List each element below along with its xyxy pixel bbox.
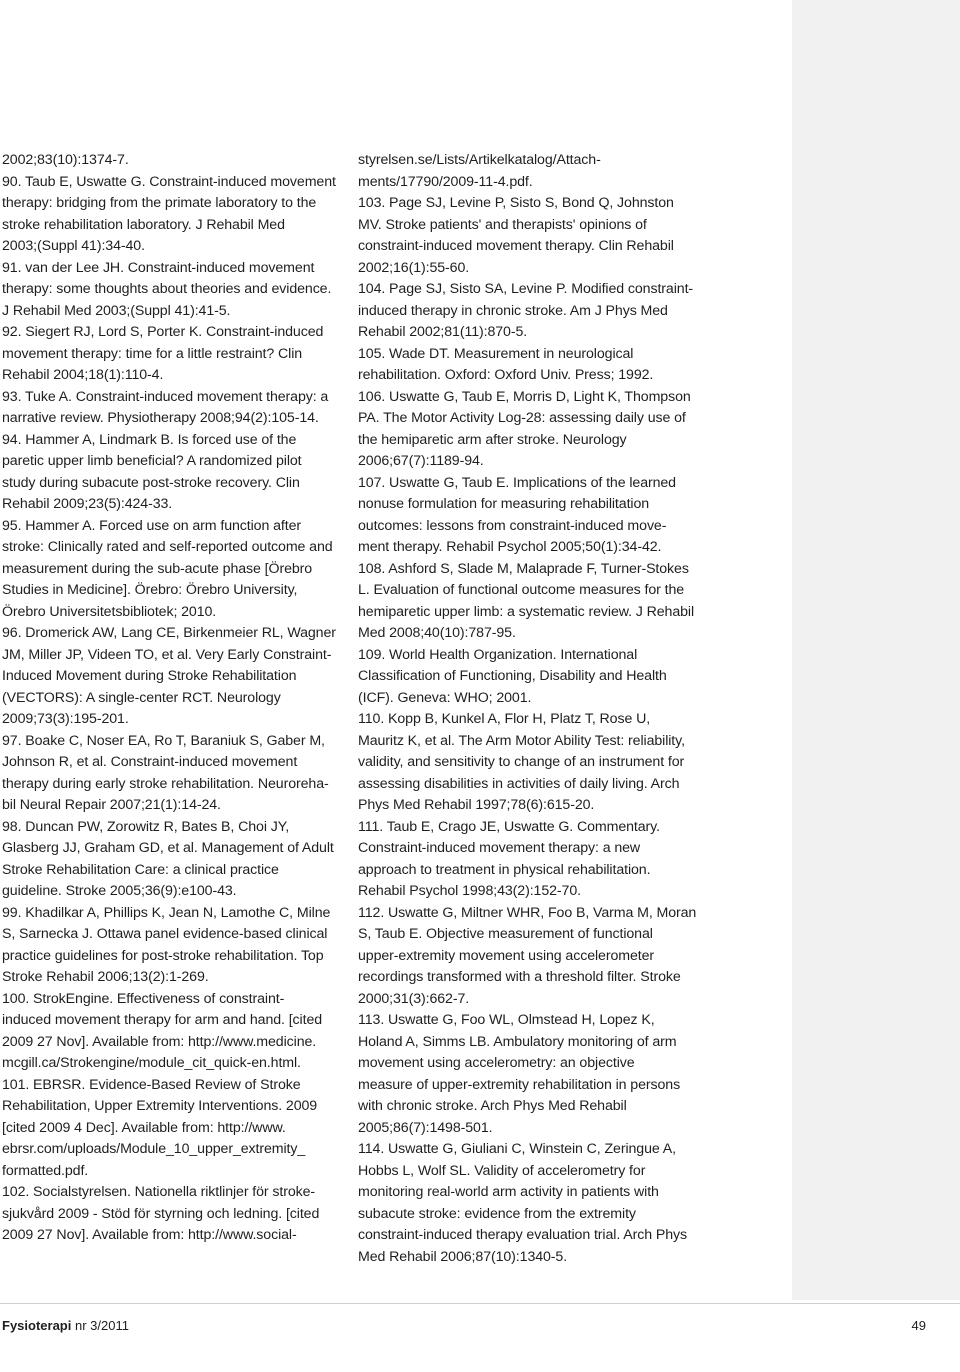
reference-line: 92. Siegert RJ, Lord S, Porter K. Constraint-induced — [2, 324, 324, 340]
reference-line: 2005;86(7):1498-501. — [358, 1119, 493, 1136]
reference-line: outcomes: lessons from constraint-induced move- — [358, 517, 667, 534]
reference-line: 114. Uswatte G, Giuliani C, Winstein C, Zeringue A, — [358, 1141, 676, 1157]
reference-line: constraint-induced therapy evaluation trial. Arch Phys — [358, 1227, 687, 1243]
issue-number: nr 3/2011 — [74, 1318, 129, 1333]
reference-line: hemiparetic upper limb: a systematic review. J Rehabil — [358, 603, 695, 620]
reference-line: 112. Uswatte G, Miltner WHR, Foo B, Varma M, Moran — [358, 904, 697, 921]
reference-line: 103. Page SJ, Levine P, Sisto S, Bond Q, Johnston — [358, 195, 674, 211]
reference-line: 96. Dromerick AW, Lang CE, Birkenmeier RL, Wagner — [2, 625, 336, 641]
reference-line: Stroke Rehabil 2006;13(2):1-269. — [2, 969, 209, 985]
reference-line: J Rehabil Med 2003;(Suppl 41):41-5. — [2, 302, 231, 319]
reference-line: Holand A, Simms LB. Ambulatory monitoring of arm — [358, 1033, 677, 1050]
reference-line: 97. Boake C, Noser EA, Ro T, Baraniuk S, Gaber M, — [2, 732, 325, 749]
reference-line: 2009 27 Nov]. Available from: http://www.medicine. — [2, 1033, 317, 1050]
reference-line: induced movement therapy for arm and hand. [cited — [2, 1012, 323, 1028]
reference-line: Glasberg JJ, Graham GD, et al. Management of Adult — [2, 840, 334, 856]
reference-line: assessing disabilities in activities of daily living. Arch — [358, 775, 680, 792]
reference-line: upper-extremity movement using accelerometer — [358, 947, 655, 964]
reference-line: 113. Uswatte G, Foo WL, Olmstead H, Lopez K, — [358, 1012, 655, 1028]
reference-line: L. Evaluation of functional outcome measures for the — [358, 582, 685, 598]
reference-line: mcgill.ca/Strokengine/module_cit_quick-en.html. — [2, 1055, 301, 1071]
margin-band — [792, 0, 960, 1300]
reference-line: MV. Stroke patients' and therapists' opinions of — [358, 216, 647, 233]
reference-line: stroke rehabilitation laboratory. J Rehabil Med — [2, 216, 285, 233]
reference-line: formatted.pdf. — [2, 1162, 89, 1179]
references-left-column — [2, 150, 338, 1247]
reference-line: therapy: bridging from the primate laboratory to the — [2, 195, 317, 211]
reference-line: 2000;31(3):662-7. — [358, 990, 470, 1007]
reference-line: sjukvård 2009 - Stöd för styrning och ledning. [cited — [2, 1205, 320, 1222]
reference-line: Rehabilitation, Upper Extremity Interventions. 2009 — [2, 1098, 318, 1114]
reference-line: 93. Tuke A. Constraint-induced movement therapy: a — [2, 388, 329, 405]
reference-line: ebrsr.com/uploads/Module_10_upper_extremity_ — [2, 1141, 306, 1157]
reference-line: 110. Kopp B, Kunkel A, Flor H, Platz T, Rose U, — [358, 711, 651, 727]
reference-line: Med 2008;40(10):787-95. — [358, 625, 516, 641]
reference-line: measurement during the sub-acute phase [Örebro — [2, 560, 313, 577]
reference-line: (VECTORS): A single-center RCT. Neurology — [2, 689, 281, 706]
reference-line: study during subacute post-stroke recovery. Clin — [2, 474, 300, 491]
reference-line: constraint-induced movement therapy. Clin Rehabil — [358, 238, 674, 254]
reference-line: 111. Taub E, Crago JE, Uswatte G. Commentary. — [358, 818, 660, 835]
reference-line: with chronic stroke. Arch Phys Med Rehabil — [358, 1098, 627, 1114]
reference-line: therapy during early stroke rehabilitation. Neuroreha- — [2, 775, 329, 792]
reference-line: Studies in Medicine]. Örebro: Örebro University, — [2, 582, 298, 598]
reference-line: Stroke Rehabilitation Care: a clinical practice — [2, 861, 279, 878]
reference-line: 2003;(Suppl 41):34-40. — [2, 238, 145, 254]
reference-line: 106. Uswatte G, Taub E, Morris D, Light K, Thompson — [358, 388, 691, 405]
reference-line: movement therapy: time for a little restraint? Clin — [2, 345, 303, 362]
reference-line: measure of upper-extremity rehabilitation in persons — [358, 1076, 681, 1093]
reference-line: S, Sarnecka J. Ottawa panel evidence-based clinical — [2, 926, 328, 942]
reference-line: styrelsen.se/Lists/Artikelkatalog/Attach- — [358, 152, 601, 168]
reference-line: nonuse formulation for measuring rehabilitation — [358, 496, 650, 512]
reference-line: recordings transformed with a threshold filter. Stroke — [358, 969, 681, 985]
reference-line: 104. Page SJ, Sisto SA, Levine P. Modified constraint- — [358, 281, 694, 297]
reference-line: 90. Taub E, Uswatte G. Constraint-induced movement — [2, 173, 336, 190]
reference-line: induced therapy in chronic stroke. Am J Phys Med — [358, 302, 668, 319]
reference-line: Mauritz K, et al. The Arm Motor Ability Test: reliability, — [358, 732, 685, 749]
reference-line: movement using accelerometry: an objective — [358, 1055, 635, 1071]
reference-line: practice guidelines for post-stroke rehabilitation. Top — [2, 947, 324, 964]
reference-line: 2002;83(10):1374-7. — [2, 152, 129, 168]
reference-line: monitoring real-world arm activity in patients with — [358, 1184, 659, 1200]
reference-line: 108. Ashford S, Slade M, Malaprade F, Turner-Stokes — [358, 560, 689, 577]
reference-line: 107. Uswatte G, Taub E. Implications of the learned — [358, 474, 676, 491]
reference-line: Classification of Functioning, Disability and Health — [358, 668, 667, 684]
reference-line: 102. Socialstyrelsen. Nationella riktlinjer för stroke- — [2, 1184, 316, 1200]
reference-line: 101. EBRSR. Evidence-Based Review of Stroke — [2, 1076, 301, 1093]
reference-line: 91. van der Lee JH. Constraint-induced movement — [2, 259, 315, 276]
footer-journal-info — [2, 1318, 129, 1333]
reference-line: Rehabil 2009;23(5):424-33. — [2, 496, 173, 512]
reference-line: Johnson R, et al. Constraint-induced movement — [2, 754, 298, 770]
reference-line: 105. Wade DT. Measurement in neurological — [358, 345, 634, 362]
reference-line: PA. The Motor Activity Log-28: assessing daily use of — [358, 410, 686, 426]
journal-name: Fysioterapi — [2, 1318, 72, 1333]
reference-line: Hobbs L, Wolf SL. Validity of accelerometry for — [358, 1162, 646, 1179]
reference-line: subacute stroke: evidence from the extremity — [358, 1205, 636, 1222]
footer-divider — [0, 1303, 960, 1304]
references-right-column — [358, 150, 697, 1268]
reference-line: 2009;73(3):195-201. — [2, 711, 129, 727]
reference-line: ments/17790/2009-11-4.pdf. — [358, 173, 533, 190]
reference-line: 2006;67(7):1189-94. — [358, 453, 484, 469]
reference-line: Constraint-induced movement therapy: a new — [358, 840, 641, 856]
reference-line: S, Taub E. Objective measurement of functional — [358, 926, 653, 942]
reference-line: 95. Hammer A. Forced use on arm function after — [2, 517, 301, 534]
reference-line: the hemiparetic arm after stroke. Neurology — [358, 431, 627, 448]
reference-line: 100. StrokEngine. Effectiveness of constraint- — [2, 990, 285, 1007]
reference-line: 2002;16(1):55-60. — [358, 259, 470, 276]
reference-line: approach to treatment in physical rehabilitation. — [358, 861, 651, 878]
reference-line: 109. World Health Organization. International — [358, 646, 638, 663]
reference-line: Induced Movement during Stroke Rehabilitation — [2, 668, 297, 684]
reference-line: Rehabil 2002;81(11):870-5. — [358, 324, 528, 340]
reference-line: 99. Khadilkar A, Phillips K, Jean N, Lamothe C, Milne — [2, 904, 331, 921]
reference-line: therapy: some thoughts about theories and evidence. — [2, 281, 332, 297]
reference-line: Med Rehabil 2006;87(10):1340-5. — [358, 1248, 568, 1265]
reference-line: validity, and sensitivity to change of an instrument for — [358, 754, 685, 770]
reference-line: bil Neural Repair 2007;21(1):14-24. — [2, 797, 221, 813]
reference-line: JM, Miller JP, Videen TO, et al. Very Early Constraint- — [2, 646, 332, 663]
reference-line: ment therapy. Rehabil Psychol 2005;50(1):34-42. — [358, 539, 662, 555]
reference-line: Phys Med Rehabil 1997;78(6):615-20. — [358, 797, 595, 813]
reference-line: Örebro Universitetsbibliotek; 2010. — [2, 603, 217, 620]
reference-line: Rehabil Psychol 1998;43(2):152-70. — [358, 883, 581, 899]
page-number: 49 — [911, 1318, 926, 1333]
reference-line: Rehabil 2004;18(1):110-4. — [2, 367, 164, 383]
reference-line: 94. Hammer A, Lindmark B. Is forced use of the — [2, 431, 297, 448]
reference-line: 98. Duncan PW, Zorowitz R, Bates B, Choi JY, — [2, 818, 290, 835]
reference-line: [cited 2009 4 Dec]. Available from: http://www. — [2, 1119, 286, 1136]
reference-line: rehabilitation. Oxford: Oxford Univ. Press; 1992. — [358, 367, 654, 383]
reference-line: narrative review. Physiotherapy 2008;94(2):105-14. — [2, 410, 319, 426]
reference-line: guideline. Stroke 2005;36(9):e100-43. — [2, 883, 237, 899]
reference-line: (ICF). Geneva: WHO; 2001. — [358, 689, 532, 706]
reference-line: paretic upper limb beneficial? A randomized pilot — [2, 453, 302, 469]
reference-line: stroke: Clinically rated and self-reported outcome and — [2, 539, 333, 555]
reference-line: 2009 27 Nov]. Available from: http://www.social- — [2, 1227, 297, 1243]
